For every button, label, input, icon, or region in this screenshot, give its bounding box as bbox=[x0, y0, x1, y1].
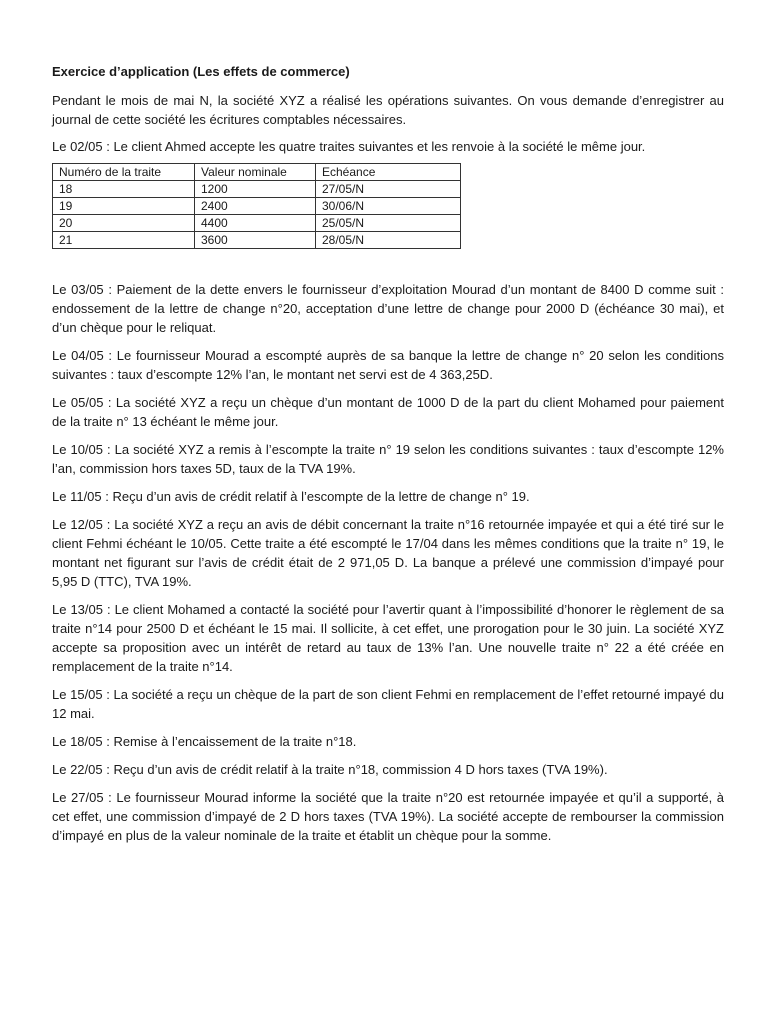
operation-1105: Le 11/05 : Reçu d’un avis de crédit relatif à l’escompte de la lettre de change n° 19. bbox=[52, 489, 530, 504]
operation-1505: Le 15/05 : La société a reçu un chèque de la part de son client Fehmi en remplacement de l’effet retourné impayé du 12 mai. bbox=[52, 687, 724, 721]
cell-echeance: 27/05/N bbox=[316, 181, 461, 198]
header-valeur: Valeur nominale bbox=[195, 164, 316, 181]
cell-valeur: 1200 bbox=[195, 181, 316, 198]
operation-1205: Le 12/05 : La société XYZ a reçu an avis de débit concernant la traite n°16 retournée impayée et qui a été tiré sur le client Fehmi échéant le 10/05. Cette traite a été escompté le 17/04 dans les mêmes conditions que la traite n° 19, le montant net figurant sur l’avis de crédit était de 2 971,05 D. La banque a prélevé une commission d’impayé pour 5,95 D (TTC), TVA 19%. bbox=[52, 517, 724, 589]
table-row bbox=[53, 232, 461, 249]
header-echeance: Echéance bbox=[316, 164, 461, 181]
operation-0405: Le 04/05 : Le fournisseur Mourad a escompté auprès de sa banque la lettre de change n° 20 selon les conditions suivantes : taux d’escompte 12% l’an, le montant net servi est de 4 363,25D. bbox=[52, 348, 724, 382]
operation-0505: Le 05/05 : La société XYZ a reçu un chèque d’un montant de 1000 D de la part du client Mohamed pour paiement de la traite n° 13 échéant le même jour. bbox=[52, 395, 724, 429]
operation-2205: Le 22/05 : Reçu d’un avis de crédit relatif à la traite n°18, commission 4 D hors taxes (TVA 19%). bbox=[52, 762, 608, 777]
cell-numero: 20 bbox=[53, 215, 195, 232]
operation-2705: Le 27/05 : Le fournisseur Mourad informe la société que la traite n°20 est retournée impayée et qu’il a supporté, à cet effet, une commission d’impayé de 2 D hors taxes (TVA 19%). La société accepte de rembourser la commission d’impayé en plus de la valeur nominale de la traite et établit un chèque pour la somme. bbox=[52, 790, 724, 843]
cell-numero: 18 bbox=[53, 181, 195, 198]
operation-1305: Le 13/05 : Le client Mohamed a contacté la société pour l’avertir quant à l’impossibilité d’honorer le règlement de sa traite n°14 pour 2500 D et échéant le 15 mai. Il sollicite, à cet effet, une prorogation pour le 30 juin. La société XYZ accepte sa proposition avec un intérêt de retard au taux de 13% l’an. Une nouvelle traite n° 22 a été créée en remplacement de la traite n°14. bbox=[52, 602, 724, 674]
cell-numero: 21 bbox=[53, 232, 195, 249]
cell-valeur: 2400 bbox=[195, 198, 316, 215]
table-row bbox=[53, 198, 461, 215]
header-numero: Numéro de la traite bbox=[53, 164, 195, 181]
cell-valeur: 4400 bbox=[195, 215, 316, 232]
cell-valeur: 3600 bbox=[195, 232, 316, 249]
intro-paragraph: Pendant le mois de mai N, la société XYZ a réalisé les opérations suivantes. On vous demande d’enregistrer au journal de cette société les écritures comptables nécessaires. bbox=[52, 93, 724, 127]
cell-echeance: 30/06/N bbox=[316, 198, 461, 215]
operation-1805: Le 18/05 : Remise à l’encaissement de la traite n°18. bbox=[52, 734, 357, 749]
operation-0305: Le 03/05 : Paiement de la dette envers le fournisseur d’exploitation Mourad d’un montant de 8400 D comme suit : endossement de la lettre de change n°20, acceptation d’une lettre de change pour 2000 D (échéance 30 mai), et d’un chèque pour le reliquat. bbox=[52, 282, 724, 335]
exercise-title: Exercice d’application (Les effets de commerce) bbox=[52, 64, 350, 79]
table-row bbox=[53, 181, 461, 198]
cell-echeance: 25/05/N bbox=[316, 215, 461, 232]
table-row bbox=[53, 215, 461, 232]
cell-numero: 19 bbox=[53, 198, 195, 215]
cell-echeance: 28/05/N bbox=[316, 232, 461, 249]
table-header-row bbox=[53, 164, 461, 181]
operation-0205: Le 02/05 : Le client Ahmed accepte les quatre traites suivantes et les renvoie à la société le même jour. bbox=[52, 139, 646, 154]
operation-1005: Le 10/05 : La société XYZ a remis à l’escompte la traite n° 19 selon les conditions suivantes : taux d’escompte 12% l’an, commission hors taxes 5D, taux de la TVA 19%. bbox=[52, 442, 724, 476]
traites-table bbox=[52, 163, 461, 249]
